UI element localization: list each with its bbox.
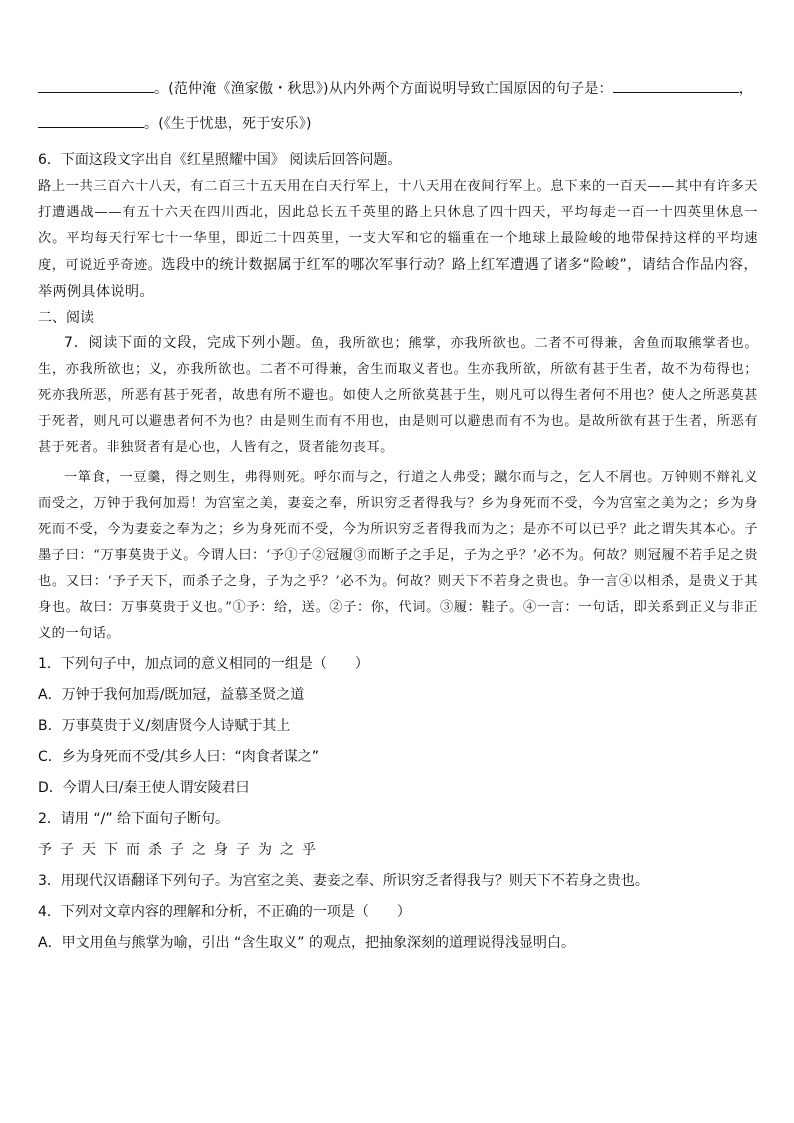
option-item: A．甲文用鱼与熊掌为喻，引出 “含生取义” 的观点，把抽象深刻的道理说得浅显明白。 — [38, 935, 575, 951]
exam-page — [38, 78, 758, 959]
q7-para-2: 一箪食，一豆羹，得之则生，弗得则死。呼尔而与之，行道之人弗受；蹴尔而与之，乞人不屑也。万钟则不辩礼义而受之，万钟于我何加焉！为宫室之美，妻妾之奉，所识穷乏者得我与？乡为身死而不受，今为宫室之美为之；乡为身死而不受，今为妻妾之奉为之；乡为身死而不受，今为所识穷乏者得我而为之；是亦不可以已乎？此之谓失其本心。子墨子曰：“万事莫贵于义。今谓人曰：‘予①子②冠履③而断子之手足，子为之乎？’必不为。何故？则冠履不若手足之贵也。又曰：‘予子天下，而杀子之身，子为之乎？’必不为。何故？则天下不若身之贵也。争一言④以相杀，是贵义于其身也。故曰：万事莫贵于义也。”①予：给，送。②子：你，代词。③履：鞋子。④一言：一句话，即关系到正义与非正义的一句话。 — [38, 470, 758, 641]
section-heading: 二、阅读 — [38, 310, 94, 326]
answer-blank[interactable] — [38, 113, 144, 128]
q5-line1-end: ， — [738, 81, 753, 97]
q6-title: 6．下面这段文字出自《红星照耀中国》 阅读后回答问题。 — [38, 152, 402, 168]
q7-para1-text: 鱼，我所欲也；熊掌，亦我所欲也。二者不可得兼，舍鱼而取熊掌者也。生，亦我所欲也；义，亦我所欲也。二者不可得兼，舍生而取义者也。生亦我所欲，所欲有甚于生者，故不为苟得也；死亦我所恶，所恶有甚于死者，故患有所不避也。如使人之所欲莫甚于生，则凡可以得生者何不用也？使人之所恶莫甚于死者，则凡可以避患者何不为也？由是则生而有不用也，由是则可以避患而有不为也。是故所欲有甚于生者，所恶有甚于死者。非独贤者有是心也，人皆有之，贤者能勿丧耳。 — [38, 336, 759, 455]
q7-lead: 7．阅读下面的文段，完成下列小题。 — [64, 335, 311, 351]
option-item: C．乡为身死而不受/其乡人曰：“肉食者谋之” — [38, 749, 319, 765]
question-item: 2．请用 “/” 给下面句子断句。 — [38, 811, 230, 827]
sentence-to-punctuate: 予子天下而杀子之身子为之乎 — [38, 842, 324, 858]
q5-line-1 — [38, 78, 758, 99]
option-item: B．万事莫贵于义/刻唐贤今人诗赋于其上 — [38, 718, 291, 734]
answer-blank[interactable] — [38, 78, 154, 93]
option-item: A．万钟于我何加焉/既加冠，益慕圣贤之道 — [38, 687, 305, 703]
q6-passage — [38, 174, 758, 306]
question-list — [38, 649, 758, 959]
question-item: 3．用现代汉语翻译下列句子。为宫室之美、妻妾之奉、所识穷乏者得我与？则天下不若身之贵也。 — [38, 873, 649, 889]
q5-line-2 — [38, 113, 758, 134]
q6-passage-text: 路上一共三百六十八天，有二百三十五天用在白天行军上，十八天用在夜间行军上。息下来的一百天——其中有许多天打遭遇战——有五十六天在四川西北，因此总长五千英里的路上只休息了四十四天，平均每走一百一十四英里休息一次。平均每天行军七十一华里，即近二十四英里，一支大军和它的辎重在一个地球上最险峻的地带保持这样的平均速度，可说近乎奇迹。 — [38, 179, 758, 273]
option-item: D．今谓人曰/秦王使人谓安陵君曰 — [38, 780, 250, 796]
q7-para-1 — [38, 330, 758, 461]
q5-line2-text: 。(《生于忧患，死于安乐》) — [144, 116, 312, 132]
q5-line1-text: 。(范仲淹《渔家傲・秋思》)从内外两个方面说明导致亡国原因的句子是： — [154, 81, 613, 97]
question-item: 4．下列对文章内容的理解和分析，不正确的一项是（ ） — [38, 904, 411, 920]
q6-question: 选段中的统计数据属于红军的哪次军事行动？路上红军遭遇了诸多“险峻”，请结合作品内容，举两例具体说明。 — [38, 257, 758, 300]
question-item: 1．下列句子中，加点词的意义相同的一组是（ ） — [38, 656, 369, 672]
answer-blank[interactable] — [613, 78, 739, 93]
